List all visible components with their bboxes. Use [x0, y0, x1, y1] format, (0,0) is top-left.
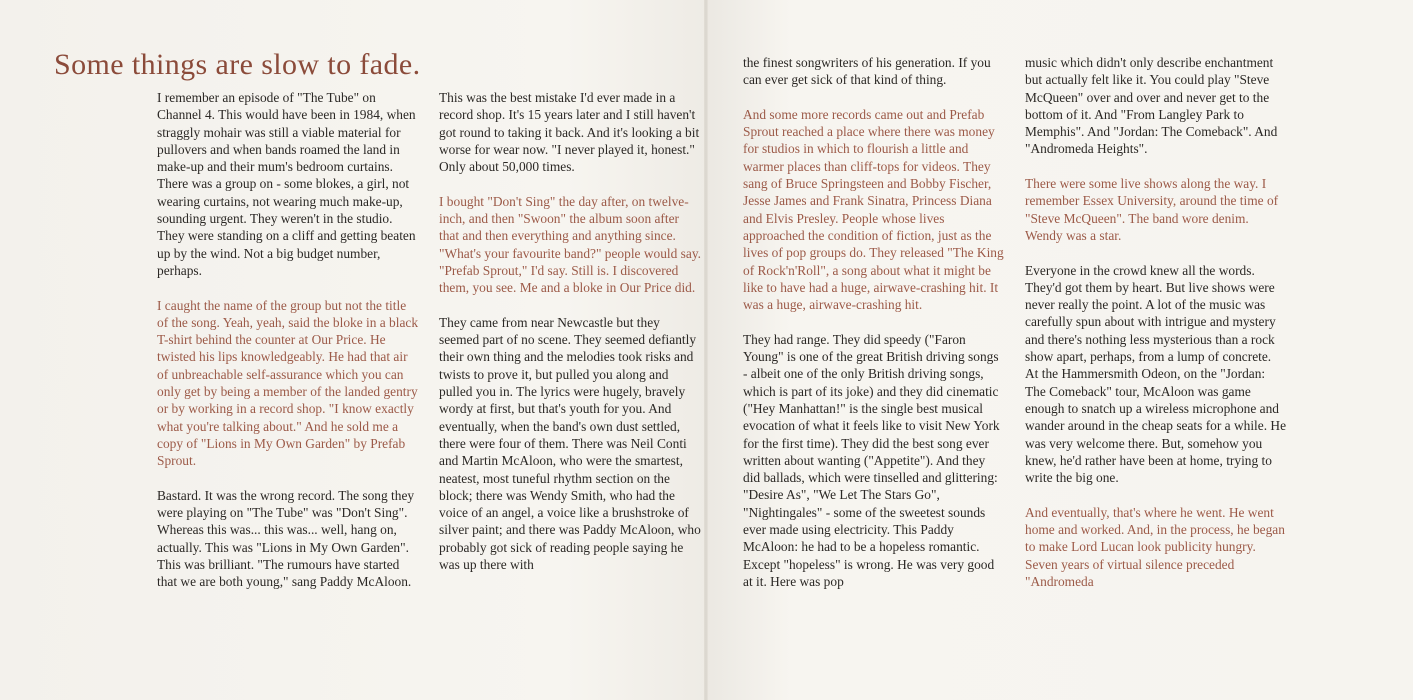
page-gutter	[704, 0, 708, 700]
text-column-4	[1025, 54, 1287, 608]
paragraph-accent: And some more records came out and Prefab Sprout reached a place where there was money for studios in which to flourish a little and warmer places than cliff-tops for videos. They sang of Bruce Springsteen and Bobby Fischer, Jesse James and Frank Sinatra, Princess Diana and Elvis Presley. People whose lives approached the condition of fiction, just as the lives of pop groups do. They released "The King of Rock'n'Roll", a song about what it might be like to have had a huge, airwave-crashing hit. It was a huge, airwave-crashing hit.	[743, 106, 1004, 313]
paragraph: music which didn't only describe enchantment but actually felt like it. You could play "Steve McQueen" over and over and never get to the bottom of it. And "From Langley Park to Memphis". And "Jordan: The Comeback". And "Andromeda Heights".	[1025, 55, 1278, 157]
text-column-1	[157, 89, 419, 608]
paragraph: They had range. They did speedy ("Faron Young" is one of the great British driving songs - albeit one of the only British driving songs, which is part of its joke) and they did cinematic ("Hey Manhattan!" is the single best musical evocation of what it feels like to visit New York for the first time). They did the best song ever written about wanting ("Appetite"). And they did ballads, which were tinselled and glittering: "Desire As", "We Let The Stars Go", "Nightingales" - some of the sweetest sounds ever made using electricity. This Paddy McAloon: he had to be a hopeless romantic. Except "hopeless" is wrong. He was very good at it. Here was pop	[743, 331, 1000, 589]
paragraph: This was the best mistake I'd ever made in a record shop. It's 15 years later and I still haven't got round to taking it back. And it's looking a bit worse for wear now. "I never played it, honest." Only about 50,000 times.	[439, 90, 700, 175]
text-column-3	[743, 54, 1005, 608]
paragraph: Bastard. It was the wrong record. The song they were playing on "The Tube" was "Don't Sing". Whereas this was... this was... well, hang on, actually. This was "Lions in My Own Garden". This was brilliant. "The rumours have started that we are both young," sang Paddy McAloon.	[157, 487, 415, 590]
text-column-2	[439, 89, 701, 591]
paragraph-accent: There were some live shows along the way. I remember Essex University, around the time of "Steve McQueen". The band wore denim. Wendy was a star.	[1025, 176, 1279, 243]
paragraph-accent: And eventually, that's where he went. He went home and worked. And, in the process, he began to make Lord Lucan look publicity hungry. Seven years of virtual silence preceded "Andromeda	[1025, 504, 1285, 589]
page-heading: Some things are slow to fade.	[54, 48, 421, 81]
paragraph: the finest songwriters of his generation. If you can ever get sick of that kind of thing.	[743, 55, 991, 88]
paragraph: I remember an episode of "The Tube" on Channel 4. This would have been in 1984, when straggly mohair was still a viable material for pullovers and when bands roamed the land in make-up and their mum's bedroom curtains. There was a group on - some blokes, a girl, not wearing curtains, not wearing much make-up, sounding urgent. They weren't in the studio. They were standing on a cliff and getting beaten up by the wind. Not a big budget number, perhaps.	[157, 90, 416, 278]
paragraph-accent: I bought "Don't Sing" the day after, on twelve-inch, and then "Swoon" the album soon after that and then everything and anything since. "What's your favourite band?" people would say. "Prefab Sprout," I'd say. Still is. I discovered them, you see. Me and a bloke in Our Price did.	[439, 193, 701, 296]
paragraph: They came from near Newcastle but they seemed part of no scene. They seemed defiantly their own thing and the melodies took risks and twists to prove it, but pulled you along and pulled you in. The lyrics were hugely, bravely wordy at first, but that's youth for you. And eventually, when the band's own dust settled, there were four of them. There was Neil Conti and Martin McAloon, who were the smartest, neatest, most tuneful rhythm section on the block; there was Wendy Smith, who had the voice of an angel, a voice like a brushstroke of silver paint; and there was Paddy McAloon, who probably got sick of reading people saying he was up there with	[439, 314, 701, 573]
paragraph-accent: I caught the name of the group but not the title of the song. Yeah, yeah, said the bloke in a black T-shirt behind the counter at Our Price. He twisted his lips knowledgeably. He had that air of unbreachable self-assurance which you can only get by being a member of the landed gentry or by working in a record shop. "I know exactly what you're talking about." And he sold me a copy of "Lions in My Own Garden" by Prefab Sprout.	[157, 297, 419, 469]
paragraph: Everyone in the crowd knew all the words. They'd got them by heart. But live shows were never really the point. A lot of the music was carefully spun about with intrigue and mystery and there's nothing less mysterious than a rock show apart, perhaps, from a lump of concrete. At the Hammersmith Odeon, on the "Jordan: The Comeback" tour, McAloon was game enough to snatch up a wireless microphone and wander around in the cheap seats for a while. He was very welcome there. But, somehow you knew, he'd rather have been at home, trying to write the big one.	[1025, 262, 1287, 486]
